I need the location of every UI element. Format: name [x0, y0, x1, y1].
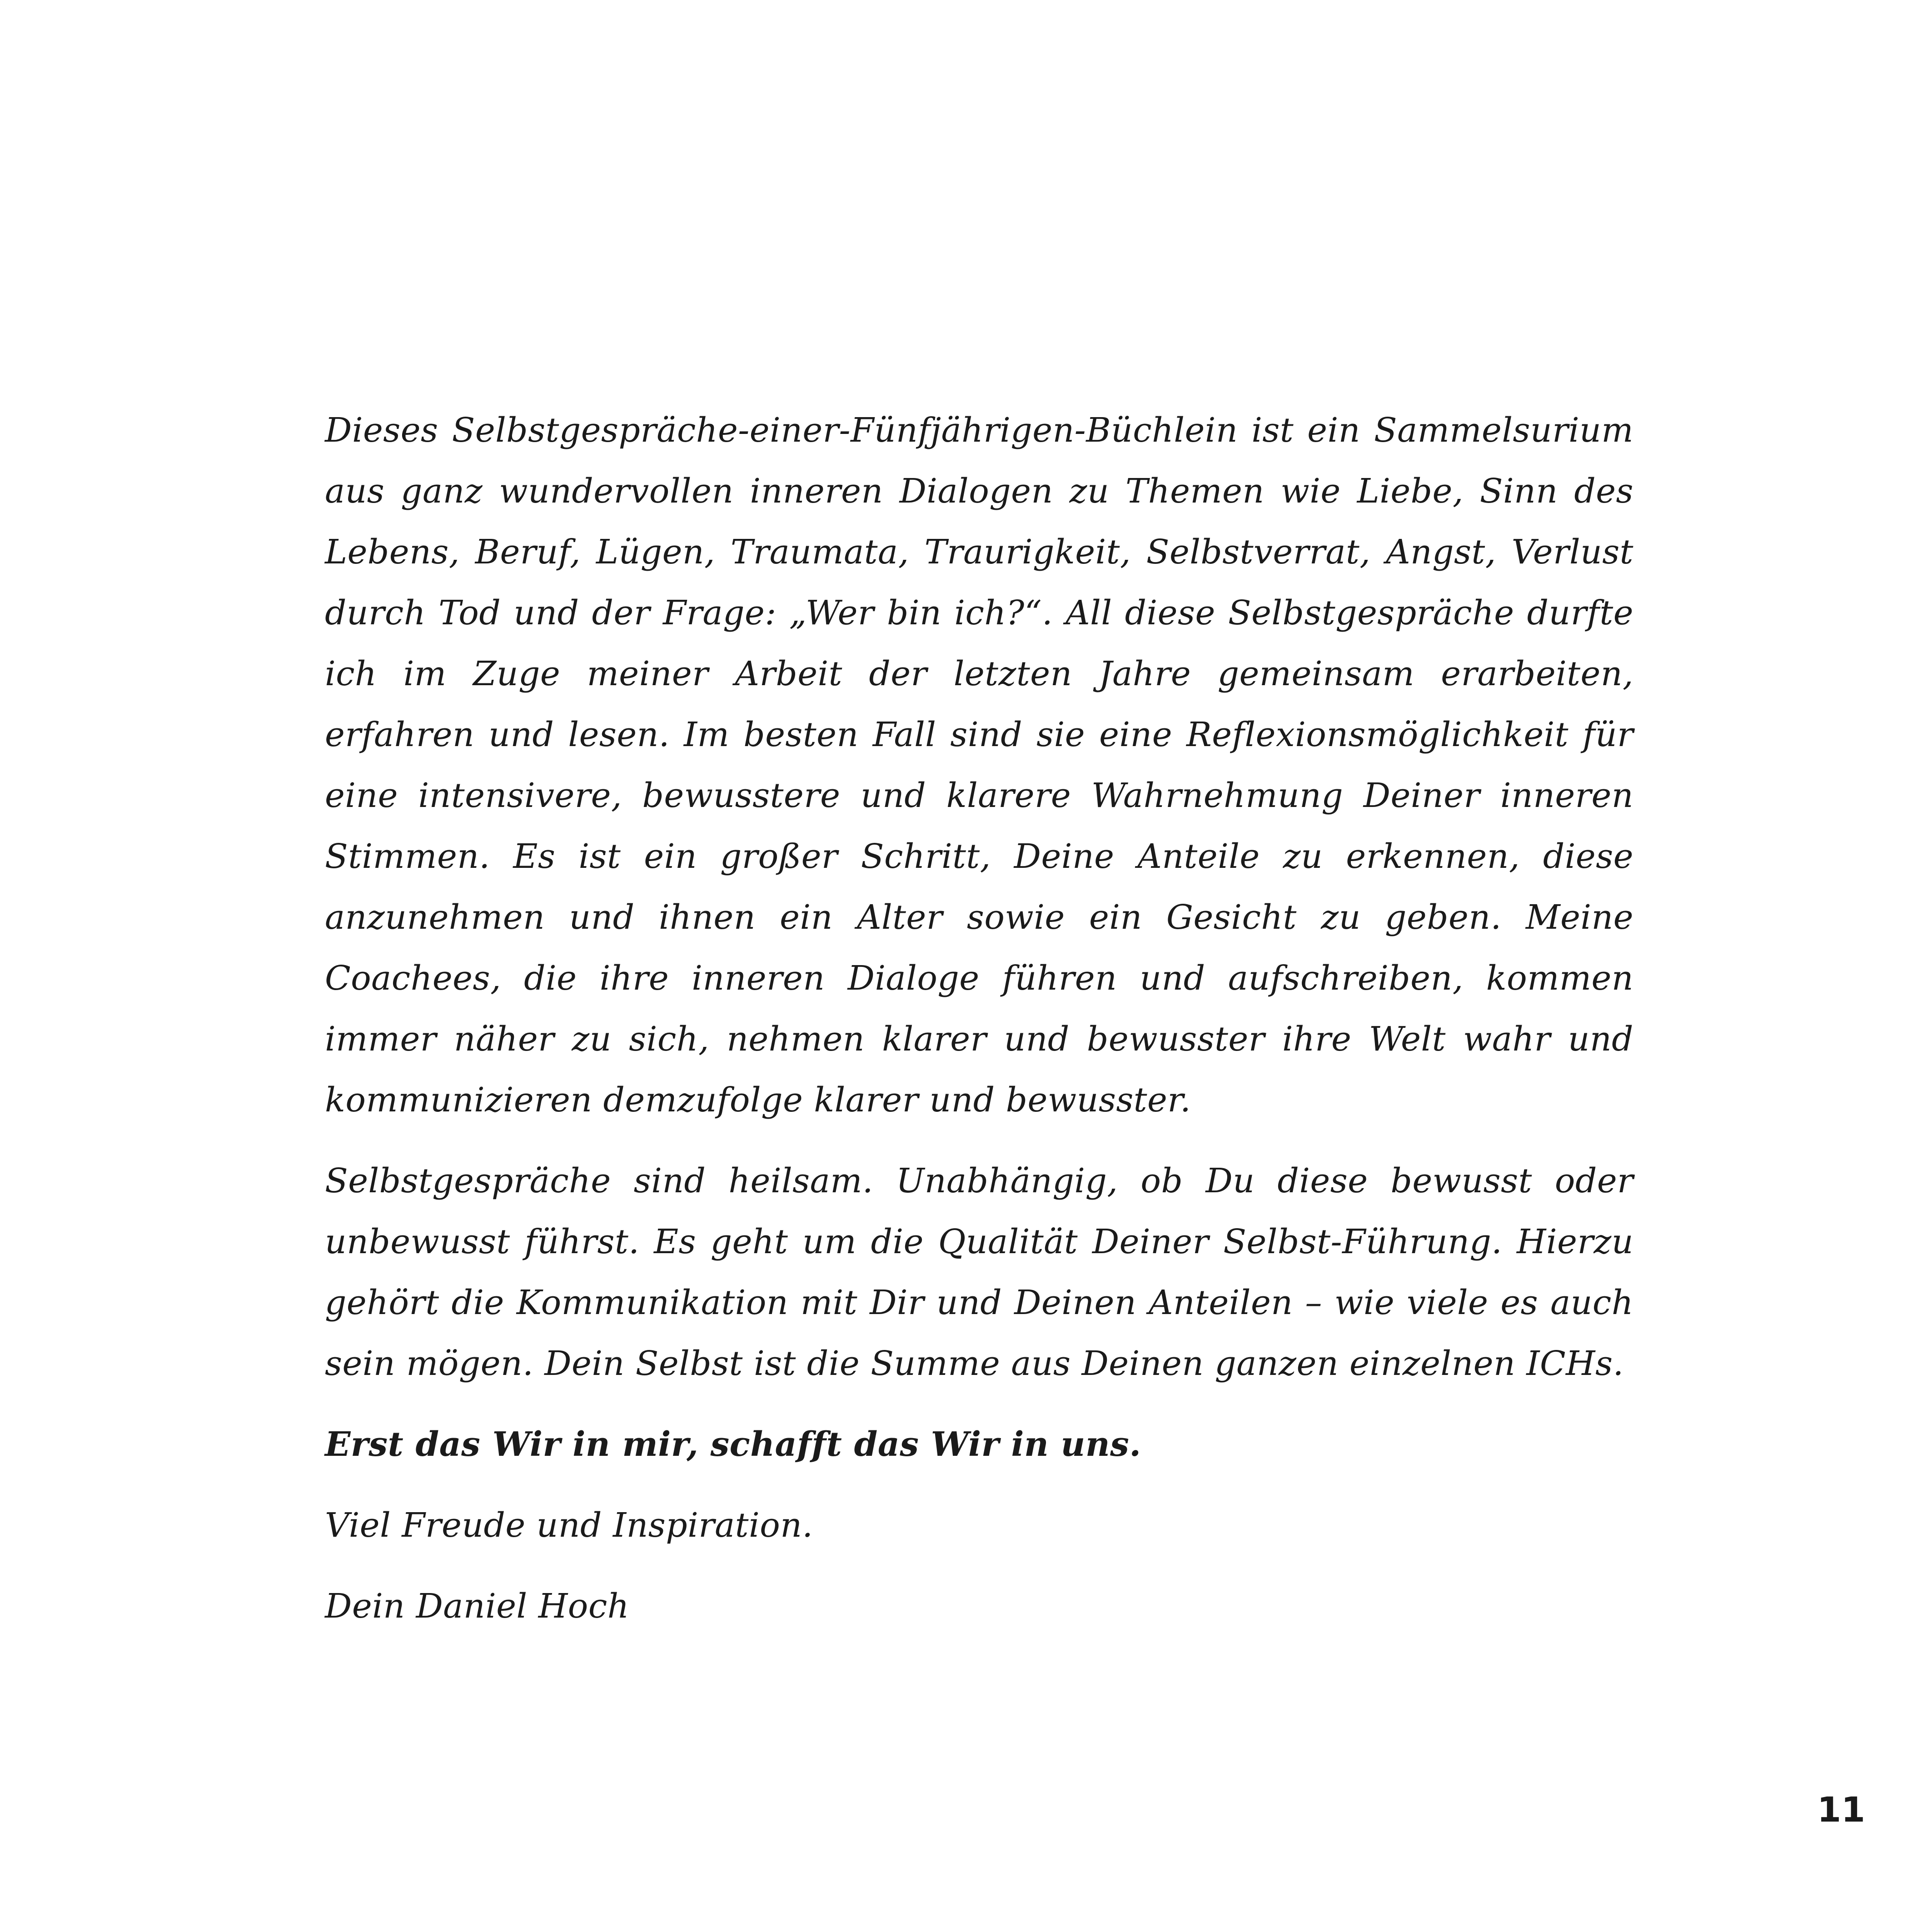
- closing-line: Viel Freude und Inspiration.: [325, 1506, 813, 1545]
- second-paragraph: Selbstgespräche sind heilsam. Unabhängig, ob Du diese bewusst oder unbewusst führst. Es geht um die Qualität Deiner Selbst-Führung. Hierzu gehört die Kommunikation mit Dir und Deinen Anteilen – wie viele es auch sein mögen. Dein Selbst ist die Summe aus Deinen ganzen einzelnen ICHs.: [325, 1161, 1633, 1383]
- intro-paragraph: Dieses Selbstgespräche-einer-Fünfjährigen-Büchlein ist ein Sammelsurium aus ganz wundervollen inneren Dialogen zu Themen wie Liebe, Sinn des Lebens, Beruf, Lügen, Traumata, Traurigkeit, Selbstverrat, Angst, Verlust durch Tod und der Frage: „Wer bin ich?“. All diese Selbstgespräche durfte ich im Zuge meiner Arbeit der letzten Jahre gemeinsam erarbeiten, erfahren und lesen. Im besten Fall sind sie eine Reflexionsmöglichkeit für eine intensivere, bewusstere und klarere Wahrnehmung Deiner inneren Stimmen. Es ist ein großer Schritt, Deine Anteile zu erkennen, diese anzunehmen und ihnen ein Alter sowie ein Gesicht zu geben. Meine Coachees, die ihre inneren Dialoge führen und aufschreiben, kommen immer näher zu sich, nehmen klarer und bewusster ihre Welt wahr und kommunizieren demzufolge klarer und bewusster.: [325, 411, 1633, 1120]
- body-text: [325, 400, 1633, 1657]
- motto: Erst das Wir in mir, schafft das Wir in uns.: [325, 1425, 1141, 1464]
- signature: Dein Daniel Hoch: [325, 1587, 629, 1626]
- page-number: 11: [1817, 1789, 1865, 1830]
